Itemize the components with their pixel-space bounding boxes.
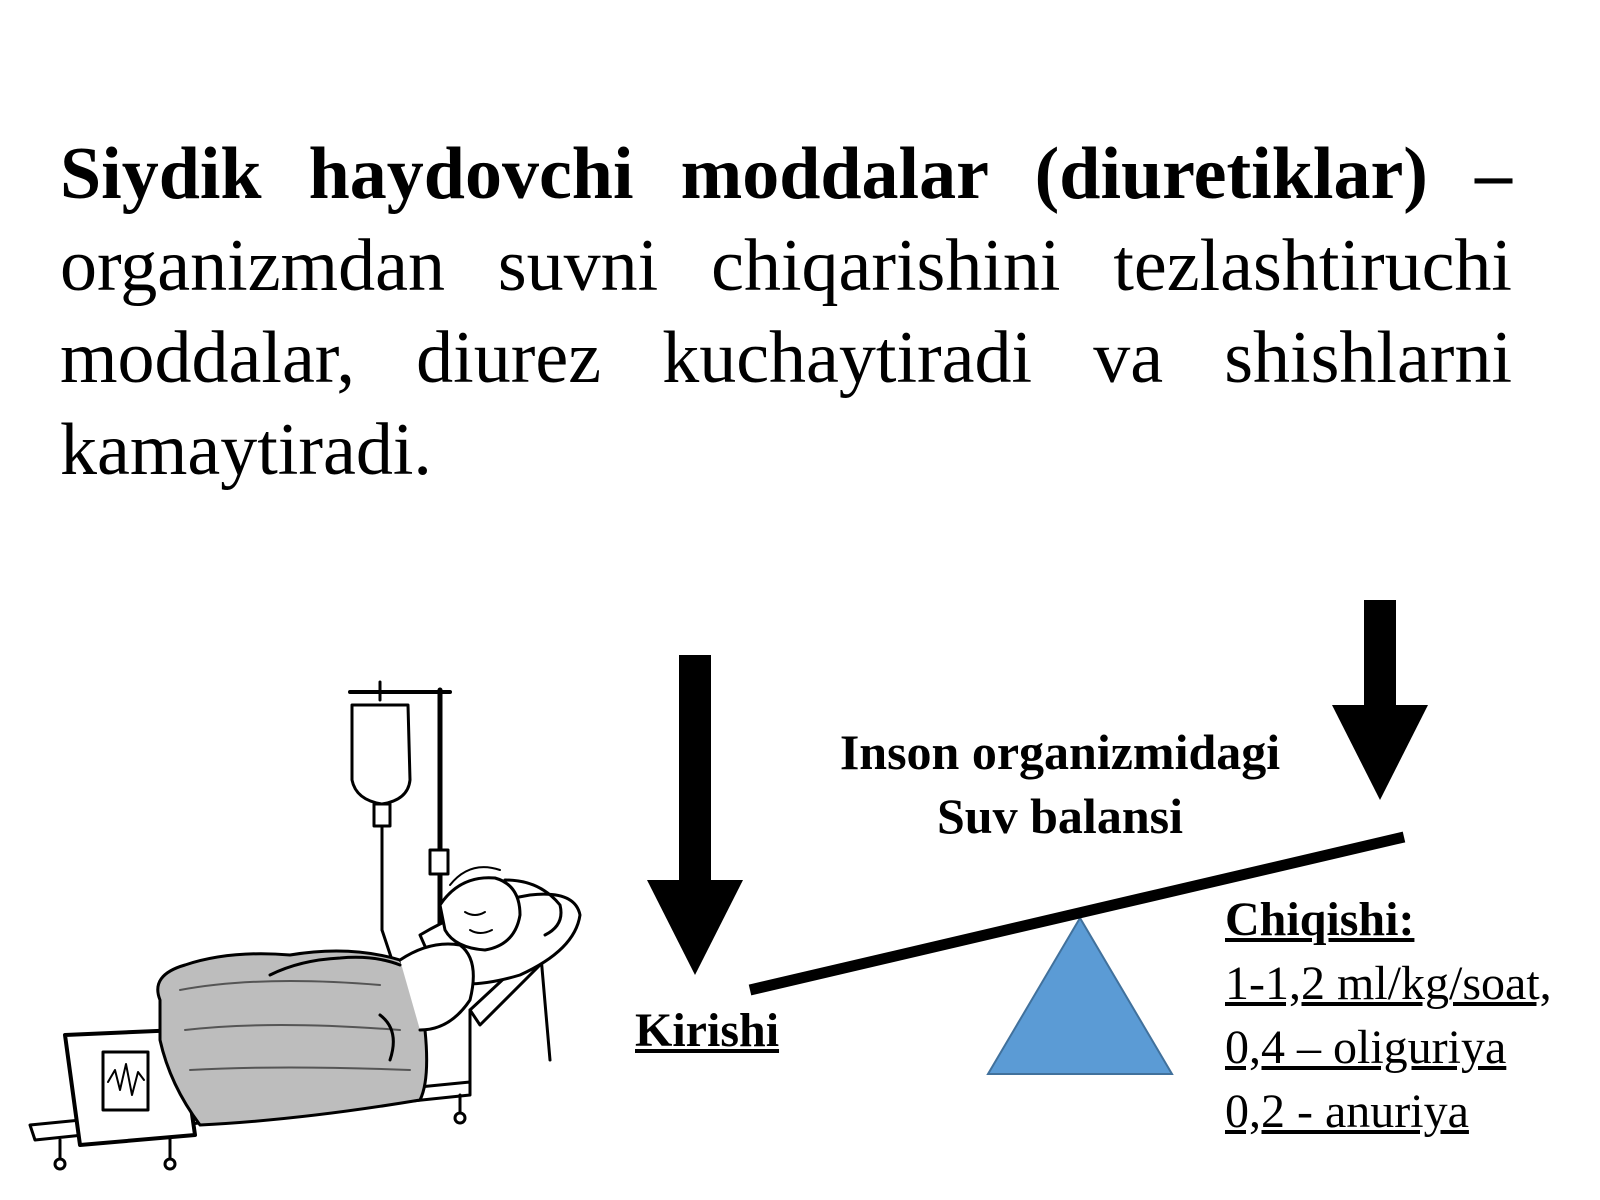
- definition-term: Siydik haydovchi moddalar (diuretiklar) –: [60, 133, 1512, 215]
- output-line-2: 0,4 – oliguriya: [1225, 1021, 1507, 1074]
- patient-in-hospital-bed-with-iv-drip-icon: [30, 682, 580, 1169]
- output-title: Chiqishi:: [1225, 893, 1415, 946]
- intake-arrow-icon: [647, 655, 743, 975]
- water-balance-title-line1: Inson organizmidagi: [839, 724, 1281, 780]
- water-balance-title: [760, 720, 1360, 848]
- fulcrum-triangle-icon: [988, 918, 1172, 1074]
- output-line-1: 1-1,2 ml/kg/soat,: [1225, 957, 1552, 1010]
- intake-label: Kirishi: [635, 1004, 780, 1057]
- definition-text: organizmdan suvni chiqarishini tezlashtiruchi moddalar, diurez kuchaytiradi va shishlarni kamaytiradi.: [60, 225, 1512, 491]
- output-block: [1225, 888, 1552, 1144]
- output-line-3: 0,2 - anuriya: [1225, 1085, 1469, 1138]
- water-balance-title-line2: Suv balansi: [937, 788, 1183, 844]
